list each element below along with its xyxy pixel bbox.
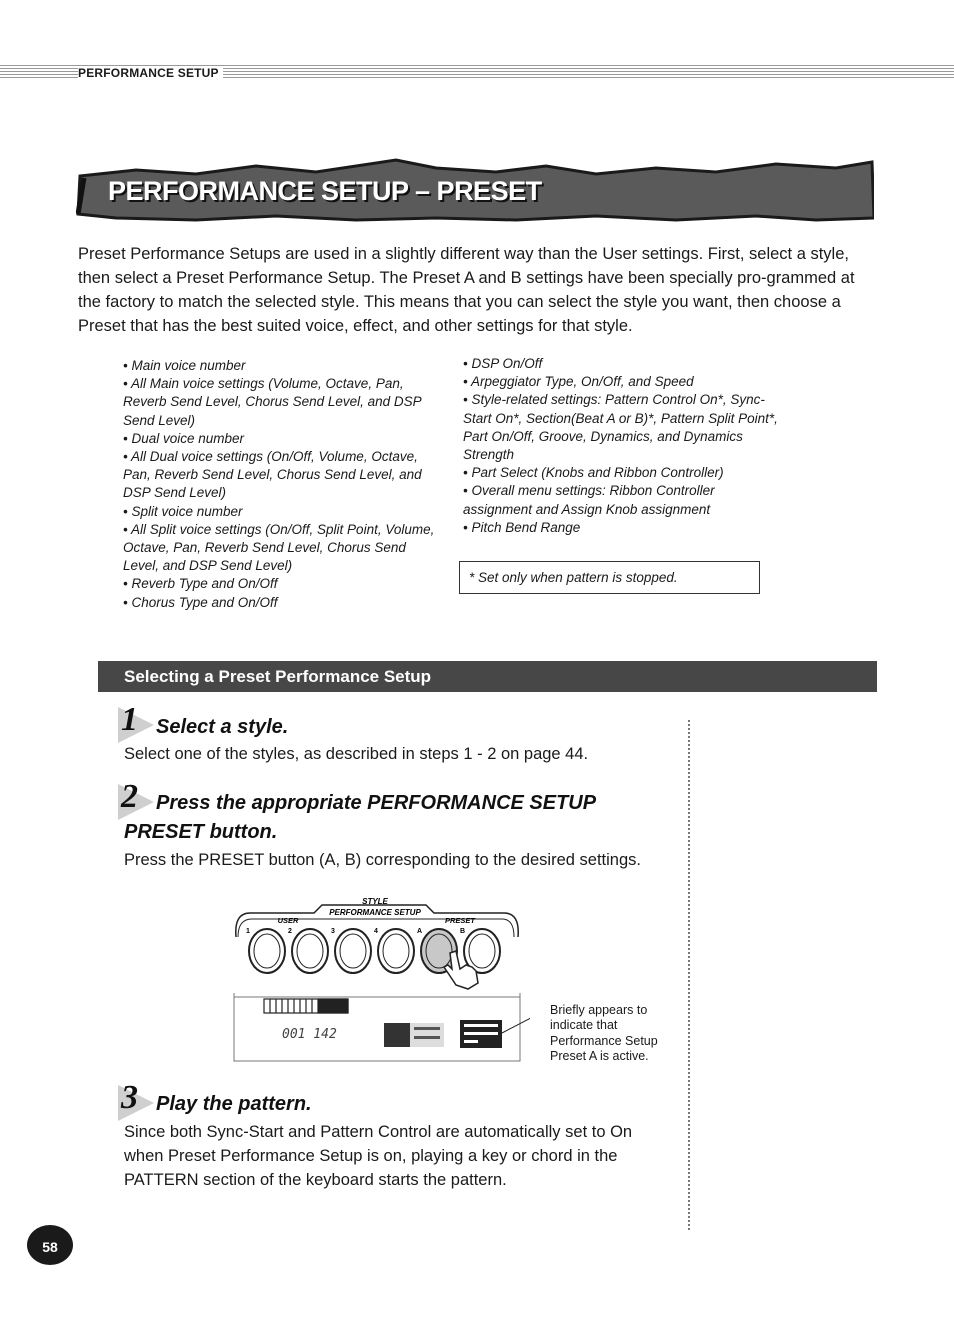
list-item: • All Main voice settings (Volume, Octave, Pan, Reverb Send Level, Chorus Send Level, and DSP Send Level) [123,376,422,428]
list-item: • Style-related settings: Pattern Control On*, Sync-Start On*, Section(Beat A or B)*, Pattern Split Point*, Part On/Off, Groove, Dynamics, and Dynamics Strength [463,392,778,463]
preset-a-indicator-icon [384,1020,502,1048]
list-item: • Chorus Type and On/Off [123,594,278,610]
step-2-title-line1: Press the appropriate PERFORMANCE SETUP [156,792,597,814]
button-number: A [417,928,423,935]
preset-label: PRESET [444,916,476,925]
button-number: 2 [288,928,292,935]
list-item: • DSP On/Off [463,356,543,371]
section-heading: Selecting a Preset Performance Setup [98,661,877,692]
step-3-text: Since both Sync-Start and Pattern Control are automatically set to On when Preset Performance Setup is on, playing a key or chord in the PATTERN section of the keyboard starts the pattern. [124,1123,633,1189]
step-1-text: Select one of the styles, as described in steps 1 - 2 on page 44. [124,745,589,763]
step-3-title: Play the pattern. [156,1093,312,1115]
running-header: PERFORMANCE SETUP [78,66,223,80]
button-number: 1 [246,928,250,935]
page-number: 58 [27,1225,73,1265]
list-item: • All Dual voice settings (On/Off, Volume, Octave, Pan, Reverb Send Level, Chorus Send Level, and DSP Send Level) [123,449,422,501]
list-item: • Split voice number [123,503,243,519]
settings-list-right [463,355,783,537]
user-label: USER [277,916,299,925]
page-title: PERFORMANCE SETUP – PRESET [108,176,542,206]
button-number: 4 [374,928,378,935]
dotted-divider [688,720,690,1230]
list-item: • Pitch Bend Range [463,519,581,535]
list-item: • Dual voice number [123,430,245,446]
step-3-number: 3 [116,1083,156,1123]
list-item: • Main voice number [123,358,246,373]
step-1-number: 1 [116,705,156,745]
list-item: • Overall menu settings: Ribbon Controller assignment and Assign Knob assignment [463,483,715,517]
step-2-title-line2: PRESET button. [124,821,278,843]
button-number: B [460,928,466,935]
style-label: STYLE [362,897,388,906]
list-item: • Arpeggiator Type, On/Off, and Speed [463,374,694,390]
step-2-text: Press the PRESET button (A, B) corresponding to the desired settings. [124,851,641,869]
settings-list-left [123,357,443,612]
setup-label: PERFORMANCE SETUP [329,908,421,917]
step-2-number: 2 [116,782,156,822]
display-readout: 001 142 [282,1027,337,1042]
footnote-box: * Set only when pattern is stopped. [459,561,760,594]
list-item: • Part Select (Knobs and Ribbon Controller) [463,465,724,481]
list-item: • Reverb Type and On/Off [123,576,278,592]
intro-paragraph: Preset Performance Setups are used in a slightly different way than the User settings. First, select a style, then select a Preset Performance Setup. The Preset A and B settings have been specially pro-grammed at the factory to match the selected style. This means that you can select the style you want, then choose a Preset that has the best suited voice, effect, and other settings for that style. [78,245,855,335]
panel-illustration [230,893,530,1065]
button-number: 3 [331,928,335,935]
callout-text: Briefly appears to indicate that Performance Setup Preset A is active. [550,1003,658,1063]
list-item: • All Split voice settings (On/Off, Split Point, Volume, Octave, Pan, Reverb Send Level, Chorus Send Level, and DSP Send Level) [123,521,435,574]
step-1-title: Select a style. [156,716,289,738]
